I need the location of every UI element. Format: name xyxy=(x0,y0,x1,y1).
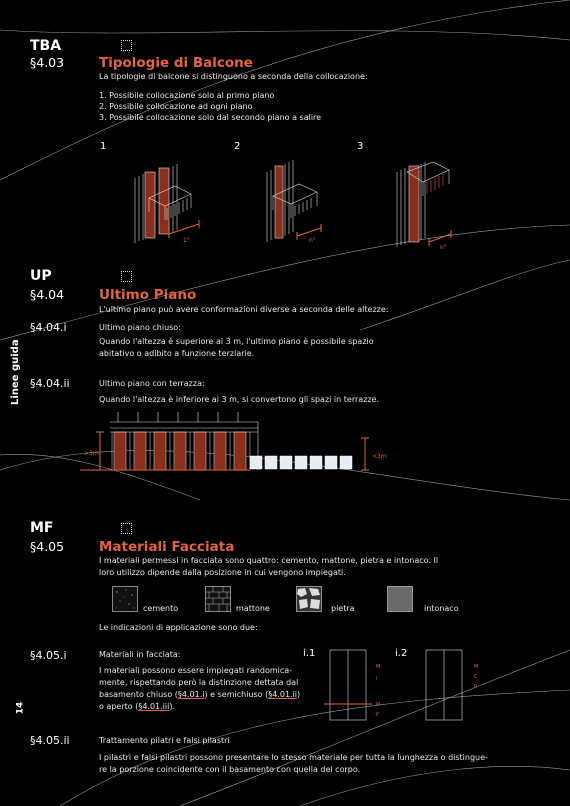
facade-letter-i2-2: C xyxy=(474,674,478,680)
checkbox-tba[interactable] xyxy=(121,40,132,51)
balcone-item-1: 1. Possibile collocazione solo al primo piano xyxy=(99,91,275,100)
materiali-intro-2: loro utilizzo dipende dalla posizione in cui vengono impiegati. xyxy=(99,568,346,577)
balcony-figure-1 xyxy=(125,158,215,253)
section-number-4-04-ii: §4.04.ii xyxy=(30,377,70,390)
figure-number-2: 2 xyxy=(234,141,241,152)
applicazione-intro: Le indicazioni di applicazione sono due: xyxy=(99,623,258,632)
material-label-mattone: mattone xyxy=(236,604,270,613)
ultimo-piano-terrazza-text: Quando l'altezza è inferiore ai 3 m, si convertono gli spazi in terrazze. xyxy=(99,395,380,404)
text-segment: ) e semichiuso ( xyxy=(204,690,269,699)
section-title-materiali-facciata: Materiali Facciata xyxy=(99,539,235,555)
balcony-label-2: n° xyxy=(309,237,316,244)
facade-letter-i1-3: M xyxy=(376,702,381,708)
materiali-facciata-text-1: I materiali possono essere impiegati randomica- xyxy=(99,666,293,675)
balcony-figure-2 xyxy=(255,152,335,247)
side-label: Linee guida xyxy=(10,339,21,405)
balcony-label-1: 1° xyxy=(183,237,190,244)
swatch-intonaco xyxy=(387,586,413,612)
facade-figure-i1 xyxy=(320,648,390,722)
material-label-cemento: cemento xyxy=(143,604,179,613)
section-code-up: UP xyxy=(30,268,52,284)
link-4-01-ii[interactable]: §4.01.ii xyxy=(268,690,298,699)
material-label-pietra: pietra xyxy=(331,604,355,613)
figure-label-i2: i.2 xyxy=(395,648,408,659)
checkbox-mf[interactable] xyxy=(121,523,132,534)
link-4-01-iii[interactable]: §4.01.iii xyxy=(138,702,170,711)
swatch-mattone xyxy=(205,586,231,612)
ultimo-piano-chiuso-text-1: Quando l'altezza è superiore ai 3 m, l'ultimo piano è possibile spazio xyxy=(99,337,374,346)
swatch-cemento xyxy=(112,586,138,612)
figure-number-3: 3 xyxy=(357,141,364,152)
ultimo-piano-terrazza-heading: Ultimo piano con terrazza: xyxy=(99,379,205,388)
materiali-facciata-text-2: mente, rispettando però la distinzione dettata dal xyxy=(99,678,299,687)
section-number-4-05: §4.05 xyxy=(30,539,65,554)
section-number-4-05-i: §4.05.i xyxy=(30,649,67,662)
section-code-tba: TBA xyxy=(30,38,62,54)
facade-letter-i1-4: P xyxy=(376,712,380,718)
link-4-01-i[interactable]: §4.01.i xyxy=(177,690,205,699)
facade-figure-i2 xyxy=(420,648,490,722)
ultimo-piano-chiuso-text-2: abitativo o adibito a funzione terziarie. xyxy=(99,349,255,358)
ultimo-piano-chiuso-heading: Ultimo piano chiuso: xyxy=(99,323,181,332)
facade-letter-i2-3: P xyxy=(474,684,478,690)
dimension-label-left: >3m xyxy=(84,450,99,457)
checkbox-up[interactable] xyxy=(121,271,132,282)
ultimo-piano-intro: L'ultimo piano può avere conformazioni diverse a seconda delle altezze: xyxy=(99,305,389,314)
balcone-intro: La tipologie di balcone si distinguono a seconda della collocazione: xyxy=(99,72,368,81)
materiali-facciata-text-3 xyxy=(99,689,300,701)
balcony-label-3: n° xyxy=(440,244,447,251)
figure-label-i1: i.1 xyxy=(303,648,316,659)
text-segment: o aperto ( xyxy=(99,702,139,711)
pilastri-text-1: I pilastri e falsi pilastri possono presentare lo stesso materiale per tutta la lunghezza o distingue- xyxy=(99,753,488,762)
figure-number-1: 1 xyxy=(100,141,107,152)
section-number-4-04: §4.04 xyxy=(30,287,65,302)
material-label-intonaco: intonaco xyxy=(424,604,459,613)
section-code-mf: MF xyxy=(30,520,54,536)
balcone-item-3: 3. Possibile collocazione solo dal secondo piano a salire xyxy=(99,113,322,122)
ultimo-piano-elevation xyxy=(80,410,410,480)
balcony-figure-3 xyxy=(385,152,465,252)
facade-letter-i1-1: M xyxy=(376,664,381,670)
text-segment: ) xyxy=(297,690,301,699)
section-title-ultimo-piano: Ultimo Piano xyxy=(99,287,197,303)
materiali-facciata-heading: Materiali in facciata: xyxy=(99,650,181,659)
section-number-4-05-ii: §4.05.ii xyxy=(30,734,70,747)
dimension-label-right: <3m xyxy=(372,453,387,460)
swatch-pietra xyxy=(296,586,322,612)
section-title-balcone: Tipologie di Balcone xyxy=(99,55,253,71)
pilastri-heading: Trattamento pilatri e falsi pilastri xyxy=(99,736,230,745)
text-segment: ). xyxy=(169,702,176,711)
materiali-facciata-text-4 xyxy=(99,701,175,713)
page-number: 14 xyxy=(15,701,26,715)
section-number-4-03: §4.03 xyxy=(30,55,65,70)
text-segment: basamento chiuso ( xyxy=(99,690,178,699)
materiali-intro-1: I materiali permessi in facciata sono quattro: cemento, mattone, pietra e intonaco. Il xyxy=(99,556,439,565)
facade-letter-i2-1: M xyxy=(474,664,479,670)
pilastri-text-2: re la porzione coincidente con il basamento con quella del corpo. xyxy=(99,765,361,774)
section-number-4-04-i: §4.04.i xyxy=(30,321,67,334)
balcone-item-2: 2. Possibile collocazione ad ogni piano xyxy=(99,102,253,111)
facade-letter-i1-2: I xyxy=(376,676,378,682)
